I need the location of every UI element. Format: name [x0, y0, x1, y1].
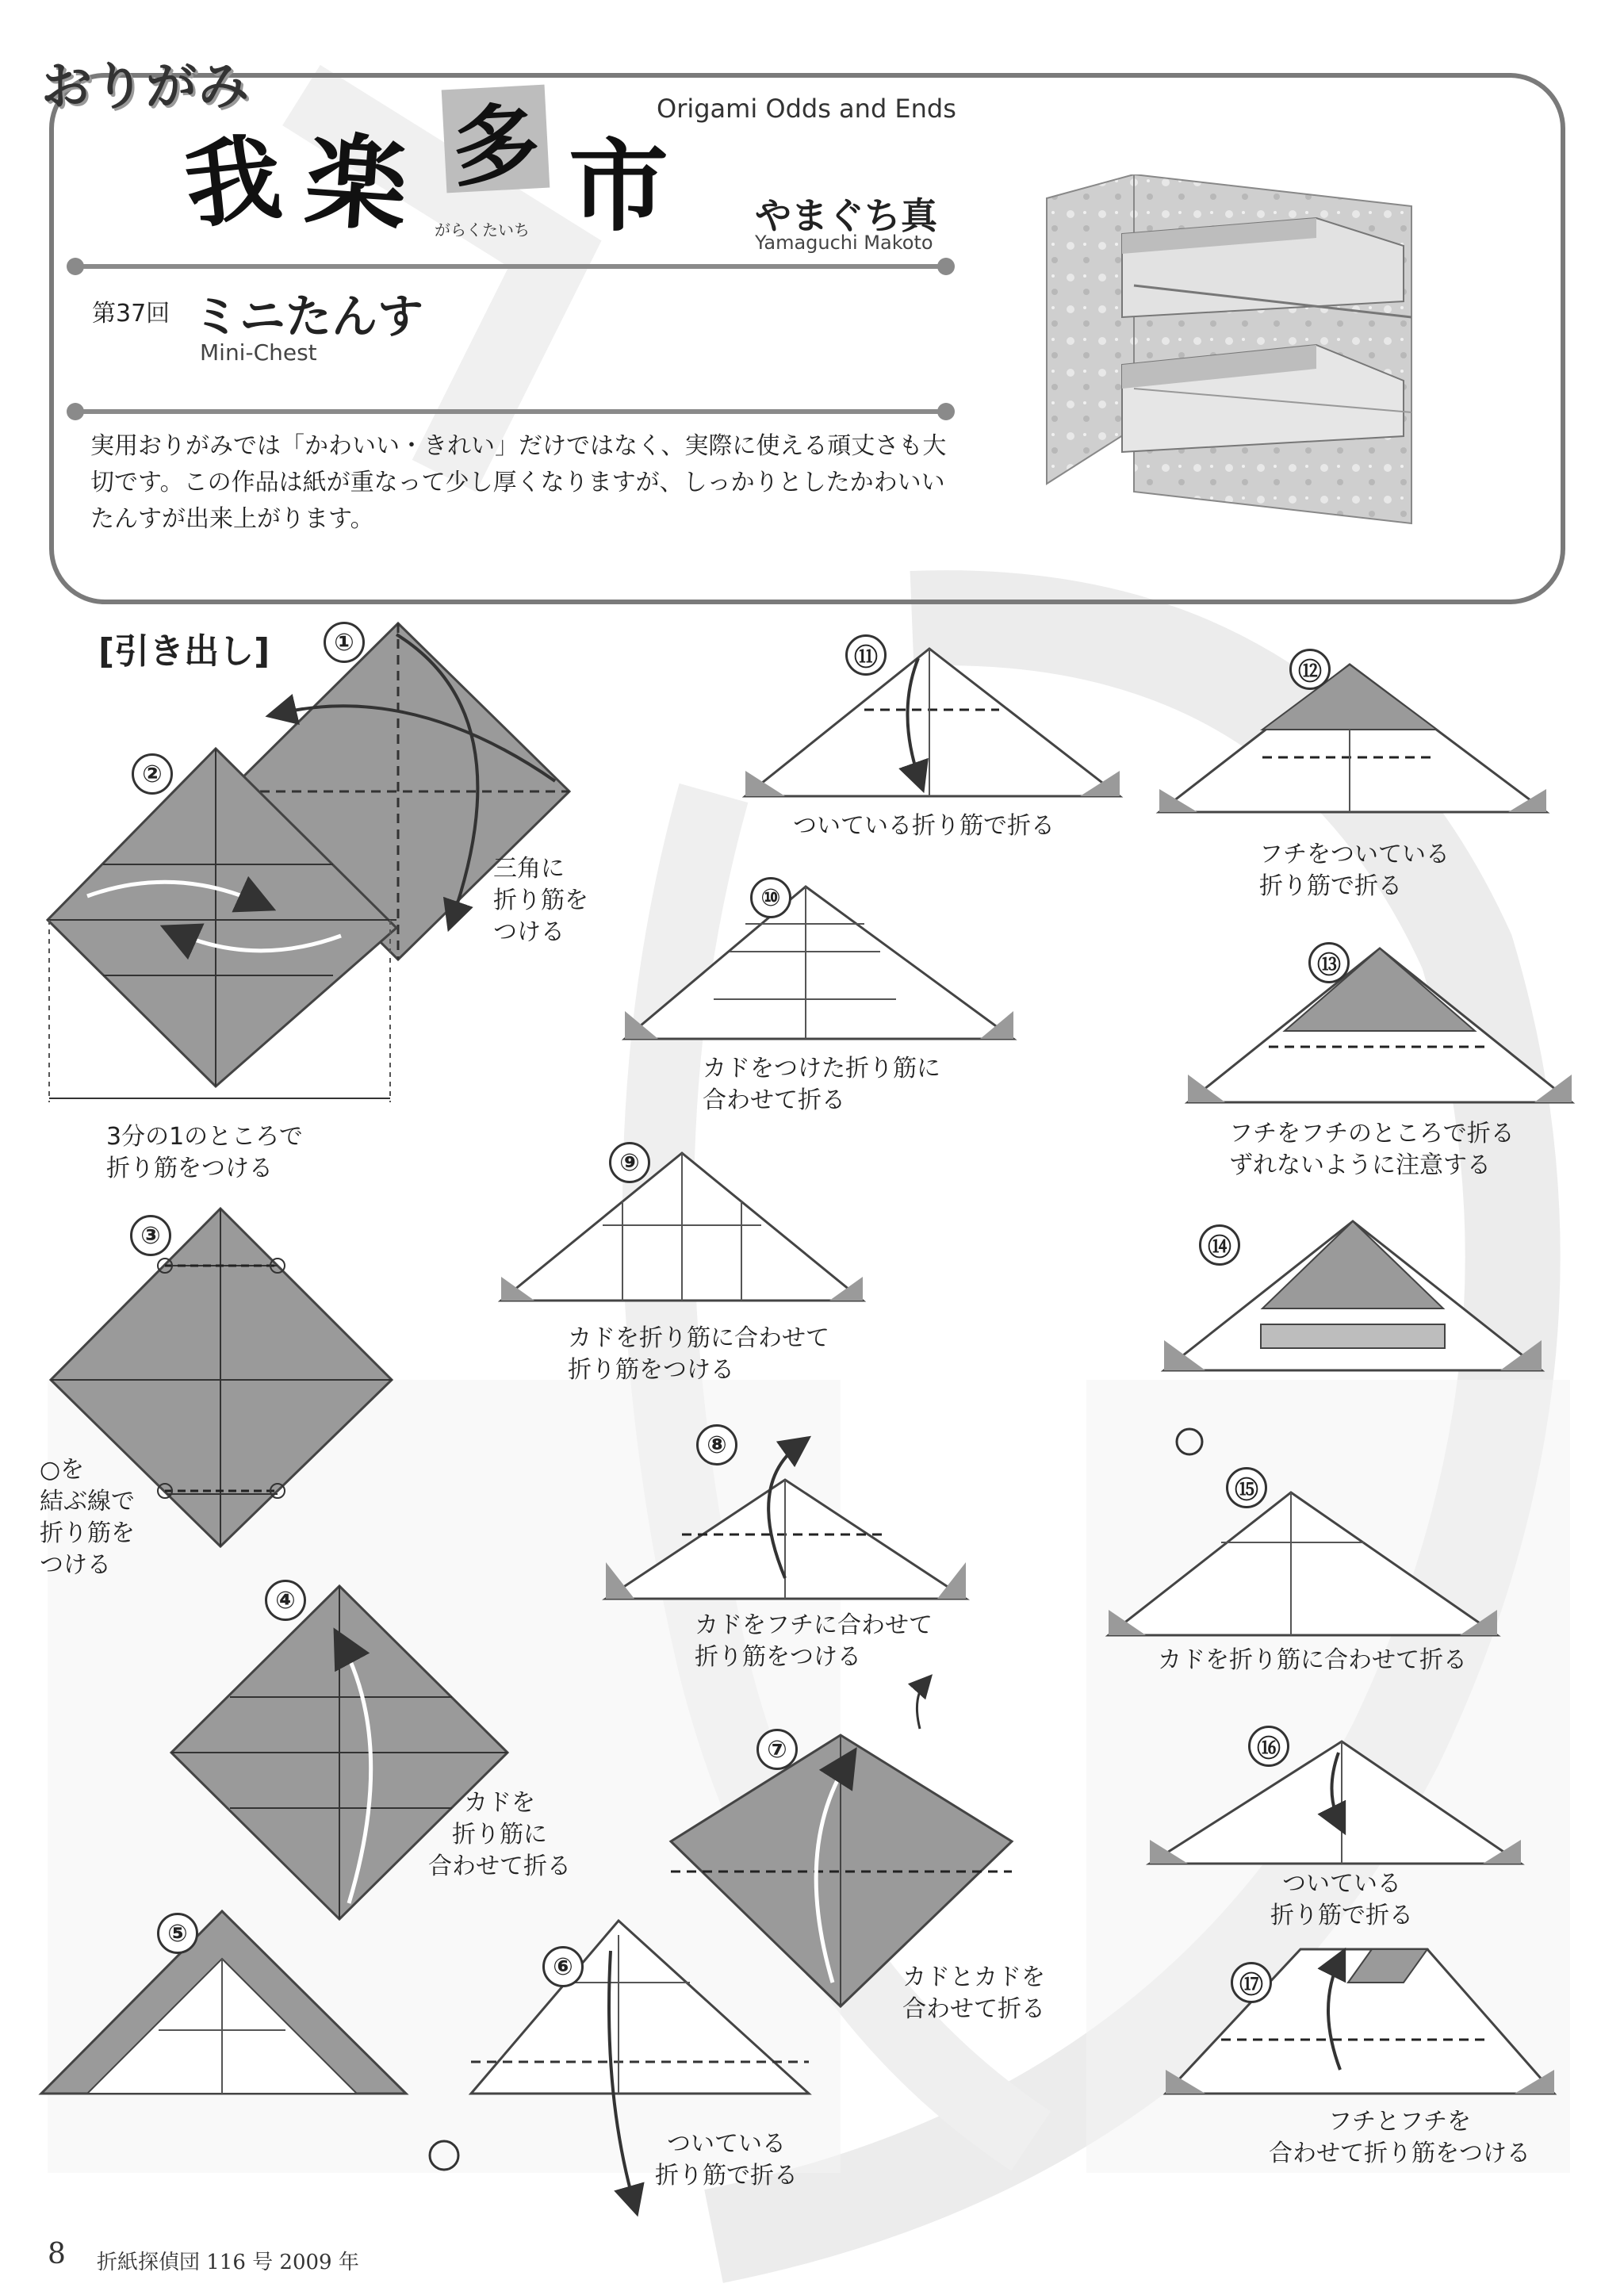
- diagram-step-12: [1159, 665, 1546, 812]
- diagram-step-15: [1109, 1492, 1497, 1635]
- caption-step-11: ついている折り筋で折る: [793, 812, 1055, 840]
- step-number-15: ⑮: [1226, 1467, 1267, 1508]
- page-number: 8: [48, 2238, 66, 2270]
- logo-origami: おりがみ: [41, 58, 251, 117]
- step-number-17: ⑰: [1231, 1962, 1272, 2003]
- caption-step-6: ついている 折り筋で折る: [655, 2130, 798, 2190]
- step-number-14: ⑭: [1199, 1224, 1240, 1266]
- issue-number: 第37回: [92, 300, 170, 328]
- article-title-jp: ミニたんす: [193, 289, 424, 343]
- step-number-6: ⑥: [542, 1946, 584, 1987]
- author-name-jp: やまぐち真: [755, 194, 937, 237]
- logo-kanji-1: 我: [180, 123, 287, 243]
- author-name-en: Yamaguchi Makoto: [755, 232, 933, 254]
- logo-reading: がらくたいち: [435, 220, 530, 239]
- turn-over-icon: [430, 2141, 458, 2170]
- intro-paragraph: 実用おりがみでは「かわいい・きれい」だけではなく、実際に使える頑丈さも大切です。この作品は紙が重なって少し厚くなりますが、しっかりとしたかわいいたんすが出来上がります。: [90, 432, 947, 533]
- caption-step-8: カドをフチに合わせて 折り筋をつける: [695, 1611, 933, 1671]
- step-number-9: ⑨: [609, 1142, 650, 1183]
- diagram-step-16: [1150, 1741, 1521, 1864]
- step-number-10: ⑩: [750, 877, 791, 918]
- step-number-4: ④: [265, 1580, 306, 1621]
- caption-step-12: フチをついている 折り筋で折る: [1259, 841, 1450, 900]
- step-number-3: ③: [130, 1215, 171, 1256]
- caption-step-1: 三角に 折り筋を つける: [493, 855, 588, 946]
- section-title-drawer: [引き出し]: [98, 631, 270, 672]
- caption-step-2: 3分の1のところで 折り筋をつける: [106, 1123, 303, 1182]
- caption-step-16: ついている 折り筋で折る: [1270, 1870, 1413, 1929]
- step-number-7: ⑦: [756, 1729, 798, 1770]
- diagram-step-17: [1166, 1949, 1554, 2094]
- magazine-info: 折紙探偵団 116 号 2009 年: [97, 2251, 359, 2274]
- caption-step-10: カドをつけた折り筋に 合わせて折る: [703, 1055, 940, 1114]
- article-title-en: Mini-Chest: [200, 339, 317, 366]
- diagram-step-10: [625, 887, 1013, 1039]
- step-number-1: ①: [324, 622, 365, 663]
- turn-over-icon: [1177, 1429, 1202, 1454]
- logo-kanji-4: 市: [569, 128, 668, 245]
- series-title-en: Origami Odds and Ends: [657, 94, 956, 124]
- step-number-16: ⑯: [1248, 1726, 1289, 1767]
- arrow-up-hint: [917, 1681, 926, 1729]
- step-number-13: ⑬: [1308, 942, 1350, 983]
- diagram-step-8: [606, 1443, 966, 1599]
- caption-step-13: フチをフチのところで折る ずれないように注意する: [1229, 1120, 1515, 1179]
- logo-kanji-3: 多: [442, 85, 550, 193]
- caption-step-3: ○を 結ぶ線で 折り筋を つける: [40, 1456, 135, 1579]
- step-number-11: ⑪: [845, 634, 887, 676]
- step-number-8: ⑧: [696, 1424, 737, 1466]
- logo-kanji-2: 楽: [301, 121, 412, 247]
- diagram-step-13: [1188, 948, 1572, 1102]
- step-number-12: ⑫: [1289, 649, 1331, 690]
- caption-step-7: カドとカドを 合わせて折る: [902, 1964, 1045, 2023]
- diagram-step-5: [41, 1911, 406, 2094]
- step-number-2: ②: [132, 753, 173, 795]
- caption-step-9: カドを折り筋に合わせて 折り筋をつける: [568, 1324, 829, 1384]
- caption-step-17: フチとフチを 合わせて折り筋をつける: [1269, 2108, 1530, 2167]
- caption-step-15: カドを折り筋に合わせて折る: [1158, 1646, 1467, 1674]
- diagram-step-9: [501, 1153, 863, 1301]
- step-number-5: ⑤: [157, 1913, 198, 1954]
- diagram-step-11: [745, 649, 1120, 796]
- caption-step-4: カドを 折り筋に 合わせて折る: [428, 1789, 571, 1880]
